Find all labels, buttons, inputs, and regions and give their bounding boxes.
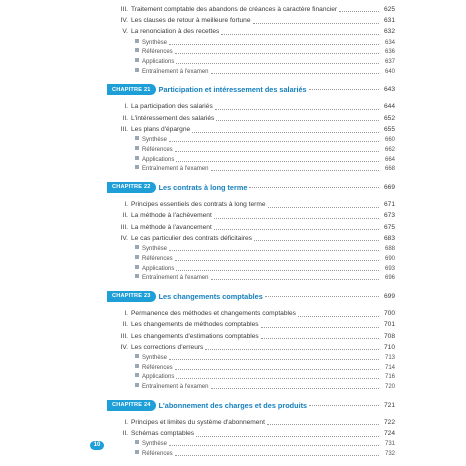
page-ref: 710 — [383, 343, 395, 351]
page-ref: 643 — [383, 86, 395, 94]
square-bullet-icon — [135, 364, 139, 368]
section-title: La méthode à l'achèvement — [131, 212, 212, 220]
toc-section-entry[interactable] — [107, 101, 395, 111]
section-title: Les clauses de retour à meilleure fortune — [131, 17, 251, 24]
dot-leader — [169, 445, 379, 446]
chapter-spacer — [107, 172, 395, 180]
dot-leader — [175, 260, 379, 261]
section-title: Les plans d'épargne — [131, 125, 191, 133]
table-of-contents — [107, 2, 395, 457]
page-ref: 690 — [384, 255, 395, 262]
section-label — [107, 202, 266, 209]
page-ref: 640 — [384, 68, 395, 75]
toc-subsection-entry[interactable] — [107, 55, 395, 65]
subsection-title: Synthèse — [142, 246, 168, 253]
toc-subsection-entry[interactable] — [107, 46, 395, 56]
section-number: IV. — [120, 234, 128, 242]
section-number: I. — [124, 309, 128, 317]
toc-section-entry[interactable] — [107, 341, 395, 351]
subsection-title: Synthèse — [142, 39, 168, 46]
chapter-badge: CHAPITRE 24 — [107, 400, 156, 411]
page-ref: 669 — [383, 183, 395, 191]
chapter-spacer — [107, 390, 395, 398]
dot-leader — [267, 424, 379, 425]
section-label — [107, 127, 190, 134]
toc-section-entry[interactable] — [107, 112, 395, 122]
toc-section-entry[interactable] — [107, 3, 395, 13]
dot-leader — [176, 270, 379, 271]
subsection-title: Références — [142, 255, 173, 262]
square-bullet-icon — [135, 255, 139, 259]
section-title: La participation des salariés — [131, 103, 213, 111]
toc-subsection-entry[interactable] — [107, 242, 395, 252]
section-label — [107, 104, 213, 111]
chapter-heading[interactable] — [107, 398, 395, 412]
page-ref: 724 — [383, 430, 395, 438]
square-bullet-icon — [135, 58, 139, 62]
square-bullet-icon — [135, 265, 139, 269]
dot-leader — [175, 53, 379, 54]
page-ref: 693 — [384, 265, 395, 272]
square-bullet-icon — [135, 383, 139, 387]
square-bullet-icon — [135, 440, 139, 444]
section-number: IV. — [120, 343, 128, 351]
section-label — [107, 225, 212, 232]
square-bullet-icon — [135, 156, 139, 160]
page-ref: 696 — [384, 275, 395, 282]
toc-section-entry[interactable] — [107, 232, 395, 242]
section-title: Schémas comptables — [131, 430, 195, 438]
chapter-title: Participation et intéressement des salariés — [158, 85, 307, 95]
subsection-title: Références — [142, 146, 173, 153]
section-number: I. — [124, 418, 128, 426]
page-ref: 662 — [384, 146, 395, 153]
section-title: Principes et limites du système d'abonnement — [131, 418, 265, 426]
subsection-title: Entraînement à l'examen — [142, 68, 209, 75]
dot-leader — [192, 132, 379, 133]
dot-leader — [249, 187, 379, 188]
subsection-title: Applications — [142, 156, 175, 163]
toc-section-entry[interactable] — [107, 26, 395, 36]
subsection-label — [135, 165, 209, 172]
chapter-spacer — [107, 194, 395, 197]
dot-leader — [298, 316, 379, 317]
subsection-label — [135, 373, 174, 380]
section-title: Les corrections d'erreurs — [131, 343, 204, 351]
subsection-label — [135, 136, 167, 143]
section-number: I. — [124, 200, 128, 208]
page-ref: 731 — [384, 441, 395, 448]
square-bullet-icon — [135, 68, 139, 72]
dot-leader — [265, 296, 379, 297]
toc-subsection-entry[interactable] — [107, 134, 395, 144]
section-title: Les changements d'estimations comptables — [131, 332, 259, 340]
page-ref: 668 — [384, 166, 395, 173]
dot-leader — [169, 44, 379, 45]
subsection-label — [135, 48, 173, 55]
page-ref: 664 — [384, 156, 395, 163]
page-ref: 732 — [384, 451, 395, 458]
square-bullet-icon — [135, 450, 139, 454]
section-label — [107, 420, 265, 427]
section-number: II. — [122, 321, 128, 329]
page-ref: 632 — [383, 28, 395, 36]
toc-subsection-entry[interactable] — [107, 371, 395, 381]
square-bullet-icon — [135, 274, 139, 278]
dot-leader — [254, 240, 379, 241]
subsection-label — [135, 58, 174, 65]
subsection-label — [135, 146, 173, 153]
page-ref: 713 — [384, 355, 395, 362]
section-number: II. — [122, 430, 128, 438]
subsection-title: Références — [142, 49, 173, 56]
chapter-title: L'abonnement des charges et des produits — [158, 400, 308, 410]
section-number: II. — [122, 212, 128, 220]
page-ref: 644 — [383, 103, 395, 111]
chapter-badge: CHAPITRE 21 — [107, 84, 156, 95]
section-label — [107, 345, 203, 352]
chapter-badge: CHAPITRE 22 — [107, 182, 156, 193]
section-number: III. — [120, 5, 128, 13]
section-number: III. — [120, 332, 128, 340]
toc-subsection-entry[interactable] — [107, 272, 395, 282]
square-bullet-icon — [135, 136, 139, 140]
section-title: Les changements de méthodes comptables — [131, 321, 259, 329]
page-ref: 660 — [384, 137, 395, 144]
subsection-label — [135, 156, 174, 163]
toc-subsection-entry[interactable] — [107, 262, 395, 272]
subsection-label — [135, 354, 167, 361]
dot-leader — [176, 63, 379, 64]
dot-leader — [261, 327, 379, 328]
section-number: III. — [120, 223, 128, 231]
dot-leader — [211, 279, 379, 280]
subsection-title: Applications — [142, 265, 175, 272]
section-label — [107, 311, 296, 318]
section-label — [107, 322, 259, 329]
page-ref: 699 — [383, 292, 395, 300]
dot-leader — [253, 23, 380, 24]
page-ref: 688 — [384, 246, 395, 253]
dot-leader — [339, 11, 379, 12]
square-bullet-icon — [135, 354, 139, 358]
page-ref: 673 — [383, 212, 395, 220]
subsection-label — [135, 245, 167, 252]
dot-leader — [205, 349, 379, 350]
dot-leader — [221, 34, 379, 35]
page-ref: 637 — [384, 58, 395, 65]
page-ref: 700 — [383, 309, 395, 317]
section-label — [107, 18, 251, 25]
page-ref: 675 — [383, 223, 395, 231]
toc-section-entry[interactable] — [107, 221, 395, 231]
page-ref: 634 — [384, 39, 395, 46]
square-bullet-icon — [135, 373, 139, 377]
chapter-spacer — [107, 303, 395, 306]
page-ref: 716 — [384, 374, 395, 381]
dot-leader — [169, 141, 379, 142]
dot-leader — [215, 109, 379, 110]
toc-subsection-entry[interactable] — [107, 153, 395, 163]
dot-leader — [175, 151, 379, 152]
section-label — [107, 236, 252, 243]
section-label — [107, 213, 212, 220]
square-bullet-icon — [135, 48, 139, 52]
page-ref: 708 — [383, 332, 395, 340]
dot-leader — [175, 369, 379, 370]
subsection-title: Applications — [142, 58, 175, 65]
chapter-heading[interactable] — [107, 83, 395, 97]
toc-subsection-entry[interactable] — [107, 361, 395, 371]
page-ref: 714 — [384, 364, 395, 371]
subsection-label — [135, 274, 209, 281]
toc-section-entry[interactable] — [107, 319, 395, 329]
page-ref: 721 — [383, 401, 395, 409]
dot-leader — [196, 436, 379, 437]
toc-section-entry[interactable] — [107, 15, 395, 25]
section-label — [107, 116, 214, 123]
dot-leader — [214, 218, 379, 219]
subsection-title: Synthèse — [142, 137, 168, 144]
section-title: Permanence des méthodes et changements comptables — [131, 309, 296, 317]
page-ref: 722 — [383, 418, 395, 426]
subsection-title: Entraînement à l'examen — [142, 275, 209, 282]
toc-subsection-entry[interactable] — [107, 143, 395, 153]
toc-subsection-entry[interactable] — [107, 447, 395, 457]
toc-section-entry[interactable] — [107, 416, 395, 426]
toc-subsection-entry[interactable] — [107, 163, 395, 173]
subsection-title: Synthèse — [142, 441, 168, 448]
page-ref: 671 — [383, 200, 395, 208]
page-ref: 720 — [384, 384, 395, 391]
toc-section-entry[interactable] — [107, 308, 395, 318]
subsection-label — [135, 383, 209, 390]
dot-leader — [309, 89, 379, 90]
subsection-label — [135, 440, 167, 447]
chapter-heading[interactable] — [107, 289, 395, 303]
page-ref: 625 — [383, 5, 395, 13]
section-label — [107, 431, 194, 438]
section-title: Traitement comptable des abandons de créances à caractère financier — [131, 5, 338, 13]
dot-leader — [268, 207, 379, 208]
square-bullet-icon — [135, 39, 139, 43]
dot-leader — [176, 161, 379, 162]
chapter-title: Les contrats à long terme — [158, 182, 248, 192]
square-bullet-icon — [135, 245, 139, 249]
page-ref: 636 — [384, 49, 395, 56]
dot-leader — [169, 359, 379, 360]
subsection-title: Entraînement à l'examen — [142, 384, 209, 391]
dot-leader — [169, 250, 379, 251]
section-title: La méthode à l'avancement — [131, 223, 212, 231]
page-number: 10 — [90, 441, 104, 450]
toc-section-entry[interactable] — [107, 210, 395, 220]
chapter-badge: CHAPITRE 23 — [107, 291, 156, 302]
chapter-spacer — [107, 75, 395, 83]
square-bullet-icon — [135, 165, 139, 169]
toc-subsection-entry[interactable] — [107, 36, 395, 46]
toc-section-entry[interactable] — [107, 330, 395, 340]
dot-leader — [211, 73, 379, 74]
subsection-label — [135, 39, 167, 46]
section-title: Principes essentiels des contrats à long terme — [131, 200, 266, 208]
subsection-label — [135, 68, 209, 75]
dot-leader — [211, 388, 379, 389]
page-ref: 631 — [383, 17, 395, 24]
page-ref: 655 — [383, 125, 395, 133]
subsection-title: Synthèse — [142, 355, 168, 362]
subsection-title: Entraînement à l'examen — [142, 166, 209, 173]
section-number: IV. — [120, 17, 128, 24]
section-number: I. — [124, 103, 128, 111]
dot-leader — [175, 455, 379, 456]
section-label — [107, 7, 337, 14]
page-ref: 652 — [383, 114, 395, 122]
toc-section-entry[interactable] — [107, 428, 395, 438]
dot-leader — [216, 120, 379, 121]
dot-leader — [261, 338, 379, 339]
square-bullet-icon — [135, 146, 139, 150]
chapter-title: Les changements comptables — [158, 291, 263, 301]
section-title: Le cas particulier des contrats déficitaires — [131, 234, 252, 242]
chapter-spacer — [107, 97, 395, 100]
section-number: III. — [120, 125, 128, 133]
section-label — [107, 334, 259, 341]
toc-section-entry[interactable] — [107, 199, 395, 209]
toc-section-entry[interactable] — [107, 124, 395, 134]
chapter-heading[interactable] — [107, 180, 395, 194]
section-title: La renonciation à des recettes — [131, 28, 220, 36]
chapter-spacer — [107, 412, 395, 415]
section-label — [107, 29, 219, 36]
section-title: L'intéressement des salariés — [131, 114, 215, 122]
section-number: II. — [122, 114, 128, 122]
subsection-title: Applications — [142, 374, 175, 381]
section-number: V. — [122, 28, 128, 36]
dot-leader — [214, 229, 379, 230]
toc-subsection-entry[interactable] — [107, 438, 395, 448]
subsection-title: Références — [142, 451, 173, 458]
page-ref: 683 — [383, 234, 395, 242]
subsection-label — [135, 364, 173, 371]
subsection-label — [135, 450, 173, 457]
subsection-title: Références — [142, 364, 173, 371]
page-ref: 701 — [383, 321, 395, 329]
dot-leader — [176, 378, 379, 379]
toc-subsection-entry[interactable] — [107, 252, 395, 262]
subsection-label — [135, 265, 174, 272]
chapter-spacer — [107, 281, 395, 289]
dot-leader — [211, 170, 379, 171]
toc-subsection-entry[interactable] — [107, 380, 395, 390]
toc-subsection-entry[interactable] — [107, 65, 395, 75]
subsection-label — [135, 255, 173, 262]
dot-leader — [309, 405, 379, 406]
toc-subsection-entry[interactable] — [107, 351, 395, 361]
